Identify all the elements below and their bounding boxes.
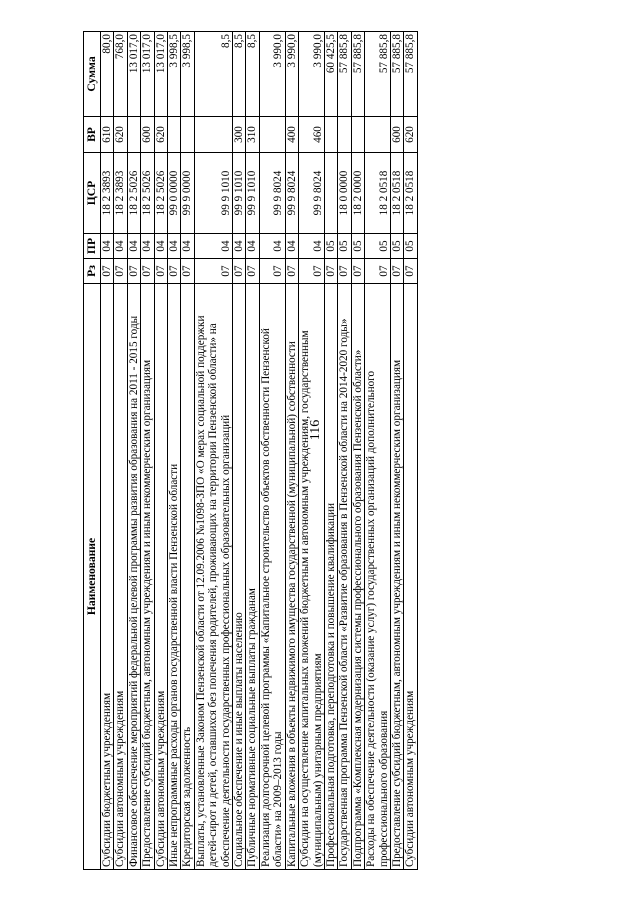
- table-row: [338, 32, 351, 870]
- row-name: Субсидии автономным учреждениям: [154, 284, 167, 870]
- table-row: [246, 32, 259, 870]
- row-csr: 18 2 0518: [365, 153, 391, 234]
- table-row: [141, 32, 154, 870]
- row-sum: 768,0: [114, 32, 127, 117]
- row-csr: 18 2 0000: [351, 153, 364, 234]
- header-csr: ЦСР: [84, 153, 101, 234]
- row-rz: 07: [154, 259, 167, 284]
- row-vr: [181, 117, 194, 153]
- row-csr: 18 2 3893: [114, 153, 127, 234]
- row-vr: [365, 117, 391, 153]
- row-rz: 07: [404, 259, 417, 284]
- row-sum: 8,5: [246, 32, 259, 117]
- row-name: Профессиональная подготовка, переподготовка и повышение квалификации: [324, 284, 337, 870]
- row-vr: [338, 117, 351, 153]
- row-pr: 04: [181, 234, 194, 259]
- row-csr: 99 9 0000: [181, 153, 194, 234]
- row-sum: 80,0: [101, 32, 114, 117]
- row-sum: 13 017,0: [154, 32, 167, 117]
- header-name: Наименование: [84, 284, 101, 870]
- row-vr: 610: [101, 117, 114, 153]
- row-name: Субсидии автономным учреждениям: [114, 284, 127, 870]
- row-name: Предоставление субсидий бюджетным, автономным учреждениям и иным некоммерческим организациям: [390, 284, 403, 870]
- row-name: Выплаты, установленные Законом Пензенской области от 12.09.2006 №1098-ЗПО «О мерах социальной поддержки детей-сирот и детей, оставшихся без попечения родителей, проживающих на территории Пензенской области» на обеспечение деятельности государственных профессиональных образовательных организаций: [194, 284, 232, 870]
- header-sum: Сумма: [84, 32, 101, 117]
- row-csr: 99 9 8024: [299, 153, 325, 234]
- row-name: Финансовое обеспечение мероприятий федеральной целевой программы развития образования на 2011 - 2015 годы: [127, 284, 140, 870]
- row-vr: [324, 117, 337, 153]
- row-rz: 07: [390, 259, 403, 284]
- row-name: Реализация долгосрочной целевой программы «Капитальное строительство объектов собственности Пензенской области» на 2009–2013 годы: [259, 284, 285, 870]
- row-pr: 05: [338, 234, 351, 259]
- row-sum: 60 425,5: [324, 32, 337, 117]
- row-csr: 99 9 8024: [259, 153, 285, 234]
- row-rz: 07: [338, 259, 351, 284]
- row-name: Кредиторская задолженность: [181, 284, 194, 870]
- row-sum: 13 017,0: [127, 32, 140, 117]
- row-csr: 99 0 0000: [168, 153, 181, 234]
- row-name: Социальное обеспечение и иные выплаты населению: [233, 284, 246, 870]
- row-sum: 3 998,5: [181, 32, 194, 117]
- row-csr: 99 9 1010: [246, 153, 259, 234]
- rotated-content: [83, 32, 561, 870]
- row-sum: 13 017,0: [141, 32, 154, 117]
- row-pr: 04: [233, 234, 246, 259]
- row-rz: 07: [181, 259, 194, 284]
- row-vr: [259, 117, 285, 153]
- row-name: Предоставление субсидий бюджетным, автономным учреждениям и иным некоммерческим организациям: [141, 284, 154, 870]
- row-rz: 07: [194, 259, 232, 284]
- row-pr: 04: [114, 234, 127, 259]
- row-vr: [168, 117, 181, 153]
- row-csr: 18 2 3893: [101, 153, 114, 234]
- row-rz: 07: [299, 259, 325, 284]
- row-vr: 300: [233, 117, 246, 153]
- table-row: [324, 32, 337, 870]
- row-sum: 3 990,0: [285, 32, 298, 117]
- row-vr: [194, 117, 232, 153]
- header-pr: ПР: [84, 234, 101, 259]
- row-rz: 07: [246, 259, 259, 284]
- row-csr: 18 2 0518: [390, 153, 403, 234]
- table-row: [154, 32, 167, 870]
- row-sum: 3 998,5: [168, 32, 181, 117]
- table-row: [101, 32, 114, 870]
- row-csr: 18 2 5026: [154, 153, 167, 234]
- row-name: Иные непрограммные расходы органов государственной власти Пензенской области: [168, 284, 181, 870]
- row-csr: 18 2 5026: [141, 153, 154, 234]
- row-name: Субсидии автономным учреждениям: [404, 284, 417, 870]
- row-name: Публичные нормативные социальные выплаты гражданам: [246, 284, 259, 870]
- row-name: Подпрограмма «Комплексная модернизация системы профессионального образования Пензенской области»: [351, 284, 364, 870]
- row-sum: 57 885,8: [404, 32, 417, 117]
- table-row: [351, 32, 364, 870]
- row-rz: 07: [101, 259, 114, 284]
- row-vr: 400: [285, 117, 298, 153]
- row-vr: [351, 117, 364, 153]
- table-row: [365, 32, 391, 870]
- row-csr: 99 9 1010: [233, 153, 246, 234]
- row-vr: 600: [390, 117, 403, 153]
- row-vr: 600: [141, 117, 154, 153]
- row-pr: 04: [246, 234, 259, 259]
- row-sum: 57 885,8: [338, 32, 351, 117]
- row-csr: 99 9 8024: [285, 153, 298, 234]
- row-sum: 8,5: [233, 32, 246, 117]
- row-vr: 620: [114, 117, 127, 153]
- row-pr: 04: [141, 234, 154, 259]
- row-pr: 05: [365, 234, 391, 259]
- row-pr: 04: [285, 234, 298, 259]
- row-rz: 07: [233, 259, 246, 284]
- row-pr: 04: [101, 234, 114, 259]
- row-vr: 310: [246, 117, 259, 153]
- row-sum: 3 990,0: [299, 32, 325, 117]
- row-rz: 07: [285, 259, 298, 284]
- row-pr: 04: [299, 234, 325, 259]
- table-row: [168, 32, 181, 870]
- header-vr: ВР: [84, 117, 101, 153]
- row-name: Государственная программа Пензенской области «Развитие образования в Пензенской области на 2014-2020 годы»: [338, 284, 351, 870]
- row-vr: 620: [154, 117, 167, 153]
- row-sum: 57 885,8: [390, 32, 403, 117]
- table-header-row: [84, 32, 101, 870]
- table-row: [259, 32, 285, 870]
- row-rz: 07: [168, 259, 181, 284]
- table-row: [285, 32, 298, 870]
- header-rz: Рз: [84, 259, 101, 284]
- table-row: [194, 32, 232, 870]
- table-row: [299, 32, 325, 870]
- row-name: Субсидии на осуществление капитальных вложений бюджетным и автономным учреждениям, государственным (муниципальным) унитарным предприятиям: [299, 284, 325, 870]
- row-sum: 3 990,0: [259, 32, 285, 117]
- row-rz: 07: [351, 259, 364, 284]
- row-rz: 07: [365, 259, 391, 284]
- row-rz: 07: [114, 259, 127, 284]
- row-sum: 57 885,8: [351, 32, 364, 117]
- row-pr: 04: [154, 234, 167, 259]
- row-rz: 07: [127, 259, 140, 284]
- row-name: Капитальные вложения в объекты недвижимого имущества государственной (муниципальной) собственности: [285, 284, 298, 870]
- table-row: [390, 32, 403, 870]
- row-pr: 05: [351, 234, 364, 259]
- row-rz: 07: [141, 259, 154, 284]
- row-sum: 8,5: [194, 32, 232, 117]
- row-csr: 99 9 1010: [194, 153, 232, 234]
- row-pr: 05: [404, 234, 417, 259]
- row-vr: 460: [299, 117, 325, 153]
- table-row: [404, 32, 417, 870]
- row-rz: 07: [324, 259, 337, 284]
- row-csr: [324, 153, 337, 234]
- row-pr: 05: [324, 234, 337, 259]
- row-pr: 04: [127, 234, 140, 259]
- table-row: [233, 32, 246, 870]
- row-csr: 18 0 0000: [338, 153, 351, 234]
- table-row: [114, 32, 127, 870]
- row-pr: 04: [259, 234, 285, 259]
- row-name: Расходы на обеспечение деятельности (оказание услуг) государственных организаций дополнительного профессионального образования: [365, 284, 391, 870]
- table-row: [127, 32, 140, 870]
- table-row: [181, 32, 194, 870]
- row-pr: 05: [390, 234, 403, 259]
- row-pr: 04: [194, 234, 232, 259]
- row-pr: 04: [168, 234, 181, 259]
- budget-table: [83, 31, 418, 870]
- row-vr: [127, 117, 140, 153]
- row-name: Субсидии бюджетным учреждениям: [101, 284, 114, 870]
- row-csr: 18 2 5026: [127, 153, 140, 234]
- row-csr: 18 2 0518: [404, 153, 417, 234]
- row-vr: 620: [404, 117, 417, 153]
- row-rz: 07: [259, 259, 285, 284]
- page-number: 116: [308, 419, 323, 441]
- row-sum: 57 885,8: [365, 32, 391, 117]
